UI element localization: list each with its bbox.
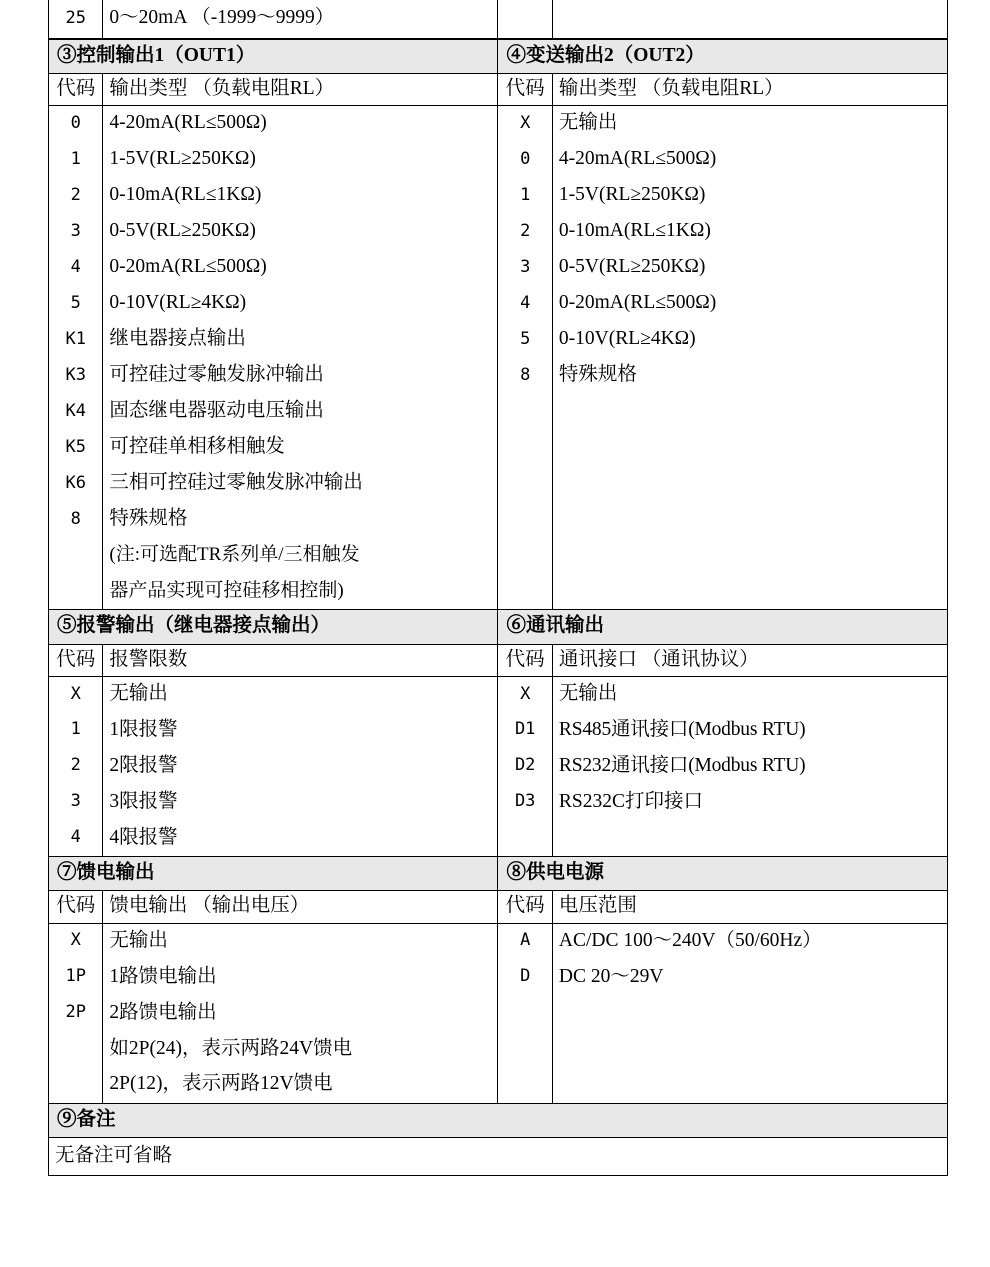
code-cell	[498, 481, 551, 486]
desc-cell: 特殊规格	[109, 508, 188, 530]
code-cell: 2	[70, 755, 81, 776]
col-header-desc-out2: 输出类型 （负载电阻RL）	[558, 77, 784, 99]
col-header-desc-alarm: 报警限数	[109, 648, 188, 670]
table-row	[49, 214, 948, 250]
code-cell: 8	[70, 508, 81, 529]
section-3-4-table	[48, 39, 948, 611]
code-cell: 2	[70, 184, 81, 205]
desc-cell: 无输出	[558, 112, 618, 134]
desc-cell: 0-20mA(RL≤500Ω)	[109, 256, 267, 278]
col-header-desc-out1: 输出类型 （负载电阻RL）	[109, 77, 335, 99]
code-cell	[49, 589, 102, 594]
code-cell: A	[520, 930, 531, 951]
section-title-feed: ⑦馈电输出	[49, 857, 497, 890]
table-row	[49, 286, 948, 322]
code-cell	[49, 1047, 102, 1052]
desc-cell: 4限报警	[109, 826, 178, 848]
table-row	[49, 1031, 948, 1067]
desc-cell: 可控硅过零触发脉冲输出	[109, 364, 324, 386]
section-title-remark: ⑨备注	[49, 1104, 947, 1137]
desc-cell: 0-5V(RL≥250KΩ)	[558, 256, 706, 278]
code-cell	[498, 445, 551, 450]
table-row	[49, 106, 948, 142]
table-row	[49, 713, 948, 749]
col-header-desc-feed: 馈电输出 （输出电压）	[109, 895, 310, 917]
code-cell: 4	[70, 256, 81, 277]
code-cell: K3	[65, 364, 86, 385]
table-row	[49, 1067, 948, 1103]
column-header-row	[49, 644, 948, 676]
code-cell: 3	[70, 791, 81, 812]
code-cell: X	[520, 112, 531, 133]
code-cell: D1	[514, 719, 536, 740]
code-cell	[498, 553, 551, 558]
code-cell: 2	[520, 220, 531, 241]
code-cell	[49, 1083, 102, 1088]
desc-cell: 继电器接点输出	[109, 328, 246, 350]
desc-cell	[553, 589, 947, 594]
table-row	[49, 821, 948, 857]
code-cell: 25	[65, 7, 86, 28]
col-header-code-out1: 代码	[56, 77, 96, 99]
desc-cell: 三相可控硅过零触发脉冲输出	[109, 472, 363, 494]
table-row	[49, 959, 948, 995]
table-row	[49, 250, 948, 286]
desc-cell: 2限报警	[109, 754, 178, 776]
section-title-power: ⑧供电电源	[498, 857, 947, 890]
code-cell: 1	[70, 148, 81, 169]
code-cell	[498, 589, 551, 594]
table-row	[49, 1138, 948, 1176]
section-9-table	[48, 1104, 948, 1176]
code-cell: X	[70, 683, 81, 704]
code-cell: 1	[520, 184, 531, 205]
desc-cell-empty	[553, 16, 947, 21]
table-row	[49, 538, 948, 574]
table-row	[49, 502, 948, 538]
desc-cell: 可控硅单相移相触发	[109, 436, 285, 458]
table-row	[49, 785, 948, 821]
desc-cell: AC/DC 100～240V（50/60Hz）	[558, 929, 822, 951]
code-cell	[498, 517, 551, 522]
table-row	[49, 142, 948, 178]
desc-cell	[553, 517, 947, 522]
desc-cell: 2P(12)，表示两路12V馈电	[109, 1073, 333, 1095]
section-header-row	[49, 610, 948, 644]
col-header-code-feed: 代码	[56, 895, 96, 917]
code-cell	[49, 553, 102, 558]
desc-cell	[553, 1011, 947, 1016]
code-cell: 3	[520, 256, 531, 277]
table-row	[49, 178, 948, 214]
table-row	[49, 749, 948, 785]
desc-cell	[553, 1083, 947, 1088]
code-cell: 0	[520, 148, 531, 169]
code-cell: X	[70, 930, 81, 951]
code-cell: 4	[520, 292, 531, 313]
code-cell	[498, 1083, 551, 1088]
desc-cell	[553, 553, 947, 558]
code-cell: D2	[514, 755, 536, 776]
desc-cell: 无输出	[109, 683, 168, 705]
code-cell	[498, 1011, 551, 1016]
desc-cell: RS485通讯接口(Modbus RTU)	[558, 718, 806, 740]
code-cell: 3	[70, 220, 81, 241]
desc-cell: 0-10V(RL≥4KΩ)	[109, 292, 247, 314]
desc-cell: RS232通讯接口(Modbus RTU)	[558, 754, 806, 776]
desc-cell: 0-10mA(RL≤1KΩ)	[558, 220, 711, 242]
code-cell: K1	[65, 328, 86, 349]
desc-cell: 0-10V(RL≥4KΩ)	[558, 328, 696, 350]
code-cell	[498, 409, 551, 414]
desc-cell: 无输出	[558, 683, 618, 705]
code-cell: 5	[70, 292, 81, 313]
column-header-row	[49, 73, 948, 105]
code-cell: K6	[65, 472, 86, 493]
col-header-code-comm: 代码	[505, 648, 545, 670]
table-row	[49, 394, 948, 430]
section-header-row	[49, 39, 948, 73]
table-row	[49, 358, 948, 394]
table-row	[49, 430, 948, 466]
desc-cell	[553, 836, 947, 841]
desc-cell: 1-5V(RL≥250KΩ)	[109, 148, 256, 170]
desc-cell: 如2P(24)，表示两路24V馈电	[109, 1037, 353, 1059]
section-title-out2: ④变送输出2（OUT2）	[498, 40, 947, 73]
desc-cell: 1限报警	[109, 718, 178, 740]
desc-cell: 1路馈电输出	[109, 965, 217, 987]
col-header-code-alarm: 代码	[56, 648, 96, 670]
remark-text: 无备注可省略	[55, 1144, 173, 1166]
code-cell	[498, 836, 551, 841]
code-cell: 2P	[65, 1002, 86, 1023]
desc-cell: 0～20mA （-1999～9999）	[109, 7, 335, 29]
table-row	[49, 0, 948, 38]
code-cell: X	[520, 683, 531, 704]
desc-cell: 特殊规格	[558, 364, 637, 386]
section-header-row	[49, 857, 948, 891]
top-partial-table	[48, 0, 948, 39]
code-cell: D3	[514, 791, 536, 812]
desc-cell: 固态继电器驱动电压输出	[109, 400, 324, 422]
code-cell: 8	[520, 364, 531, 385]
code-cell: 4	[70, 827, 81, 848]
col-header-code-out2: 代码	[505, 77, 545, 99]
desc-cell: 0-5V(RL≥250KΩ)	[109, 220, 256, 242]
desc-cell-note: (注:可选配TR系列单/三相触发	[109, 544, 360, 566]
code-cell: 5	[520, 328, 531, 349]
code-cell: K5	[65, 436, 86, 457]
column-header-row	[49, 891, 948, 923]
code-cell-empty	[498, 16, 551, 21]
section-title-comm: ⑥通讯输出	[498, 610, 947, 643]
code-cell: 0	[70, 112, 81, 133]
desc-cell: 2路馈电输出	[109, 1001, 217, 1023]
desc-cell: 0-10mA(RL≤1KΩ)	[109, 184, 262, 206]
table-row	[49, 574, 948, 610]
code-cell	[498, 1047, 551, 1052]
col-header-code-power: 代码	[505, 895, 545, 917]
section-title-out1: ③控制输出1（OUT1）	[49, 40, 497, 73]
desc-cell	[553, 481, 947, 486]
table-row	[49, 995, 948, 1031]
desc-cell: 1-5V(RL≥250KΩ)	[558, 184, 706, 206]
desc-cell	[553, 409, 947, 414]
table-row	[49, 466, 948, 502]
section-title-alarm: ⑤报警输出（继电器接点输出）	[49, 610, 497, 643]
code-cell: 1P	[65, 966, 86, 987]
section-7-8-table	[48, 857, 948, 1104]
desc-cell: 4-20mA(RL≤500Ω)	[558, 148, 717, 170]
desc-cell-note: 器产品实现可控硅移相控制)	[109, 580, 344, 602]
desc-cell: 4-20mA(RL≤500Ω)	[109, 112, 267, 134]
section-5-6-table	[48, 610, 948, 857]
desc-cell: DC 20～29V	[558, 965, 664, 987]
desc-cell	[553, 445, 947, 450]
desc-cell: RS232C打印接口	[558, 790, 703, 812]
desc-cell	[553, 1047, 947, 1052]
desc-cell: 0-20mA(RL≤500Ω)	[558, 292, 717, 314]
col-header-desc-power: 电压范围	[558, 895, 637, 917]
table-row	[49, 322, 948, 358]
desc-cell: 无输出	[109, 929, 168, 951]
table-row	[49, 677, 948, 713]
code-cell: 1	[70, 719, 81, 740]
code-cell: K4	[65, 400, 86, 421]
desc-cell: 3限报警	[109, 790, 178, 812]
col-header-desc-comm: 通讯接口 （通讯协议）	[558, 648, 759, 670]
code-cell: D	[520, 966, 531, 987]
table-row	[49, 923, 948, 959]
section-header-row	[49, 1104, 948, 1138]
